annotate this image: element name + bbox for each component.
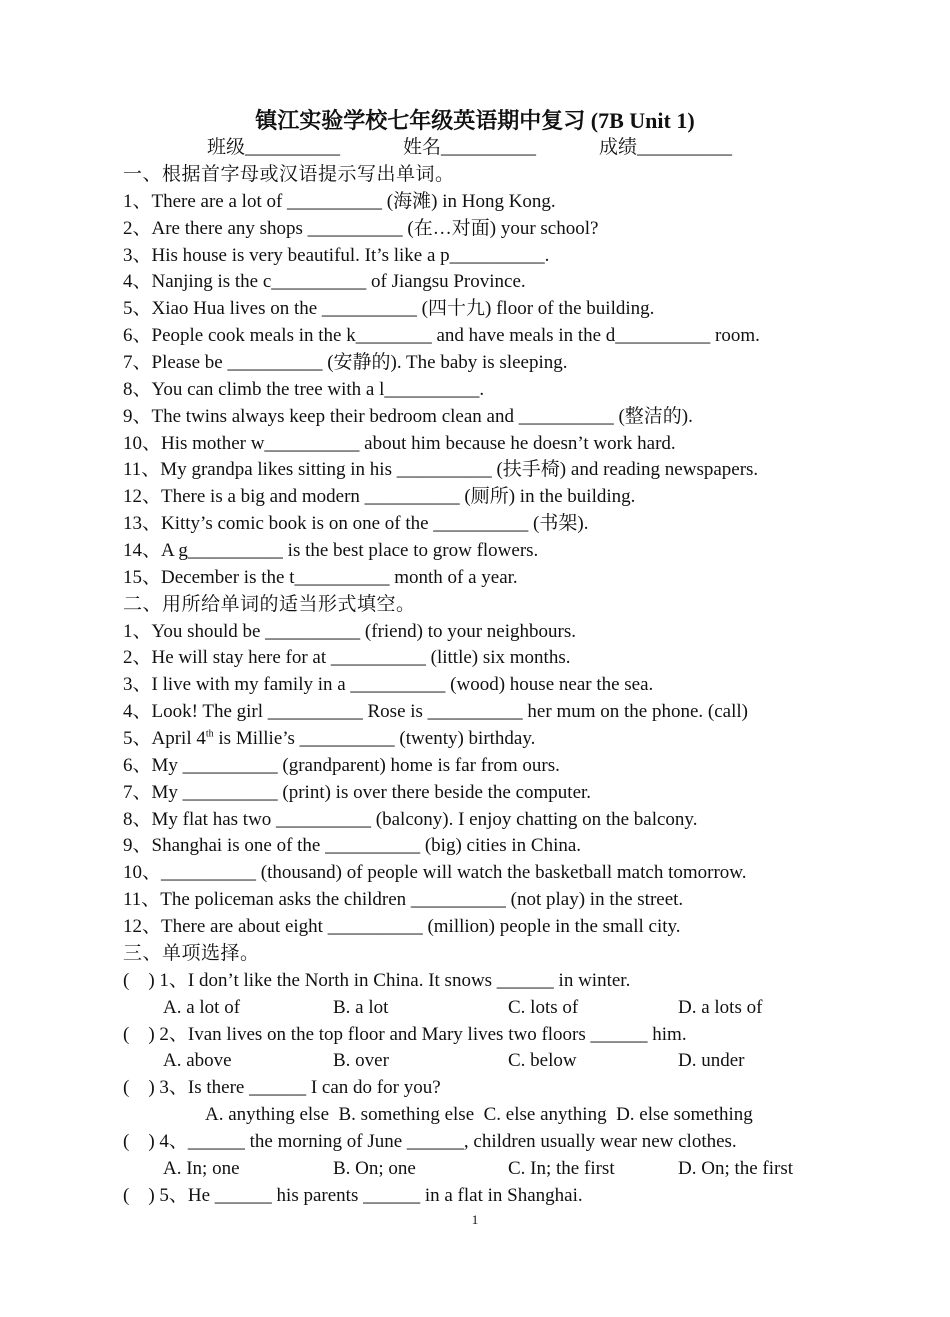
mc-question-stem: ( ) 4、______ the morning of June ______, children usually wear new clothes. — [123, 1130, 737, 1152]
question-item: 10、__________ (thousand) of people will watch the basketball match tomorrow. — [123, 862, 747, 884]
question-item: 8、You can climb the tree with a l__________. — [123, 378, 485, 400]
question-item: 2、Are there any shops __________ (在…对面) your school? — [123, 217, 599, 239]
option-a: A. above — [163, 1050, 232, 1072]
question-item: 10、His mother w__________ about him because he doesn’t work hard. — [123, 432, 676, 454]
ordinal-suffix: th — [205, 728, 214, 740]
question-item: 14、A g__________ is the best place to grow flowers. — [123, 540, 539, 562]
question-item-5 — [123, 726, 843, 753]
question-item: 1、There are a lot of __________ (海滩) in Hong Kong. — [123, 190, 556, 212]
question-item: 12、There is a big and modern __________ (厕所) in the building. — [123, 486, 636, 508]
option-b: B. over — [333, 1050, 389, 1072]
option-b: B. a lot — [333, 996, 389, 1018]
option-c: C. lots of — [508, 996, 579, 1018]
mc-question-stem: ( ) 1、I don’t like the North in China. It snows ______ in winter. — [123, 969, 631, 991]
question-item: 4、Nanjing is the c__________ of Jiangsu Province. — [123, 271, 526, 293]
question-item: 2、He will stay here for at __________ (little) six months. — [123, 647, 571, 669]
question-item: 11、The policeman asks the children __________ (not play) in the street. — [123, 889, 684, 911]
question-item: 15、December is the t__________ month of a year. — [123, 566, 518, 588]
options-inline: A. anything else B. something else C. else anything D. else something — [205, 1104, 753, 1126]
option-c: C. In; the first — [508, 1157, 615, 1179]
name-field: 姓名__________ — [403, 137, 537, 158]
question-item: 4、Look! The girl __________ Rose is __________ her mum on the phone. (call) — [123, 701, 748, 723]
option-c: C. below — [508, 1050, 577, 1072]
section-heading-1: 一、根据首字母或汉语提示写出单词。 — [123, 164, 455, 185]
section-heading-2: 二、用所给单词的适当形式填空。 — [123, 593, 416, 615]
option-a: A. In; one — [163, 1157, 240, 1179]
question-item: 8、My flat has two __________ (balcony). I enjoy chatting on the balcony. — [123, 808, 698, 830]
mc-options — [123, 1048, 843, 1075]
question-item: 1、You should be __________ (friend) to your neighbours. — [123, 620, 576, 642]
score-field: 成绩__________ — [599, 137, 733, 158]
mc-question-stem: ( ) 5、He ______ his parents ______ in a flat in Shanghai. — [123, 1184, 583, 1206]
question-item: 6、People cook meals in the k________ and have meals in the d__________ room. — [123, 325, 760, 347]
question-item: 13、Kitty’s comic book is on one of the __________ (书架). — [123, 513, 589, 535]
mc-options — [123, 1156, 843, 1183]
question-item: 9、Shanghai is one of the __________ (big) cities in China. — [123, 835, 582, 857]
question-item: 5、Xiao Hua lives on the __________ (四十九) floor of the building. — [123, 298, 655, 320]
question-item: 7、Please be __________ (安静的). The baby is sleeping. — [123, 352, 568, 374]
question-item: 3、His house is very beautiful. It’s like a p__________. — [123, 244, 550, 266]
question-item: 7、My __________ (print) is over there beside the computer. — [123, 781, 592, 803]
option-a: A. a lot of — [163, 996, 241, 1018]
page-title: 镇江实验学校七年级英语期中复习 (7B Unit 1) — [255, 108, 695, 133]
question-item: 12、There are about eight __________ (million) people in the small city. — [123, 916, 681, 938]
mc-question-stem: ( ) 3、Is there ______ I can do for you? — [123, 1077, 441, 1099]
worksheet-body — [123, 162, 843, 1210]
question-item-5-post: is Millie’s __________ (twenty) birthday. — [213, 728, 536, 750]
question-item: 6、My __________ (grandparent) home is far from ours. — [123, 754, 560, 776]
student-info-row — [0, 135, 950, 161]
mc-options — [123, 995, 843, 1022]
question-item: 9、The twins always keep their bedroom clean and __________ (整洁的). — [123, 405, 693, 427]
section-heading-3: 三、单项选择。 — [123, 942, 260, 964]
option-d: D. On; the first — [678, 1157, 794, 1179]
option-d: D. under — [678, 1050, 745, 1072]
question-item-5-pre: 5、April 4 — [123, 728, 206, 750]
question-item: 11、My grandpa likes sitting in his __________ (扶手椅) and reading newspapers. — [123, 459, 759, 481]
class-field: 班级__________ — [207, 137, 341, 158]
mc-question-stem: ( ) 2、Ivan lives on the top floor and Mary lives two floors ______ him. — [123, 1023, 687, 1045]
page-number: 1 — [471, 1212, 479, 1227]
option-b: B. On; one — [333, 1157, 416, 1179]
mc-options — [123, 1102, 843, 1129]
question-item: 3、I live with my family in a __________ (wood) house near the sea. — [123, 674, 654, 696]
option-d: D. a lots of — [678, 996, 763, 1018]
